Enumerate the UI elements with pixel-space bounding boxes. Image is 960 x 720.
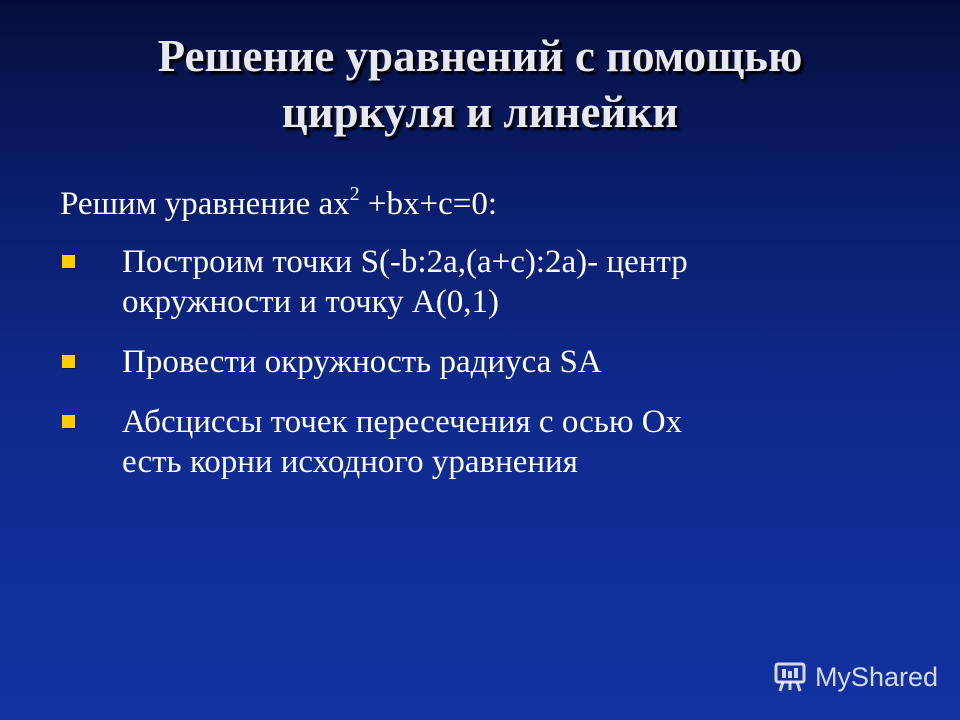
presentation-board-icon [773,660,807,694]
myshared-watermark [773,660,938,694]
bullet-text-line: Провести окружность радиуса SA [122,344,602,380]
intro-equation [60,176,497,224]
bullet-text-line: Построим точки S(-b:2a,(a+c):2a)- центр [122,244,688,280]
intro-text: Решим уравнение ax [60,186,350,222]
watermark-text: MyShared [814,661,938,692]
bullet-item [60,342,910,382]
title-line-2: циркуля и линейки [281,87,679,137]
square-bullet-icon [62,415,75,428]
intro-exponent: 2 [349,183,360,205]
slide-title [40,28,920,140]
bullet-item [60,402,910,482]
square-bullet-icon [62,355,75,368]
bullet-text-line: окружности и точку A(0,1) [122,284,499,320]
bullet-item [60,242,910,322]
bullet-text-line: есть корни исходного уравнения [122,444,578,480]
intro-text-rest: +bx+c=0: [359,186,498,222]
bullet-text-line: Абсциссы точек пересечения с осью Ох [122,404,683,440]
bullet-list [60,242,910,502]
title-line-1: Решение уравнений с помощью [157,31,803,81]
square-bullet-icon [62,255,75,268]
